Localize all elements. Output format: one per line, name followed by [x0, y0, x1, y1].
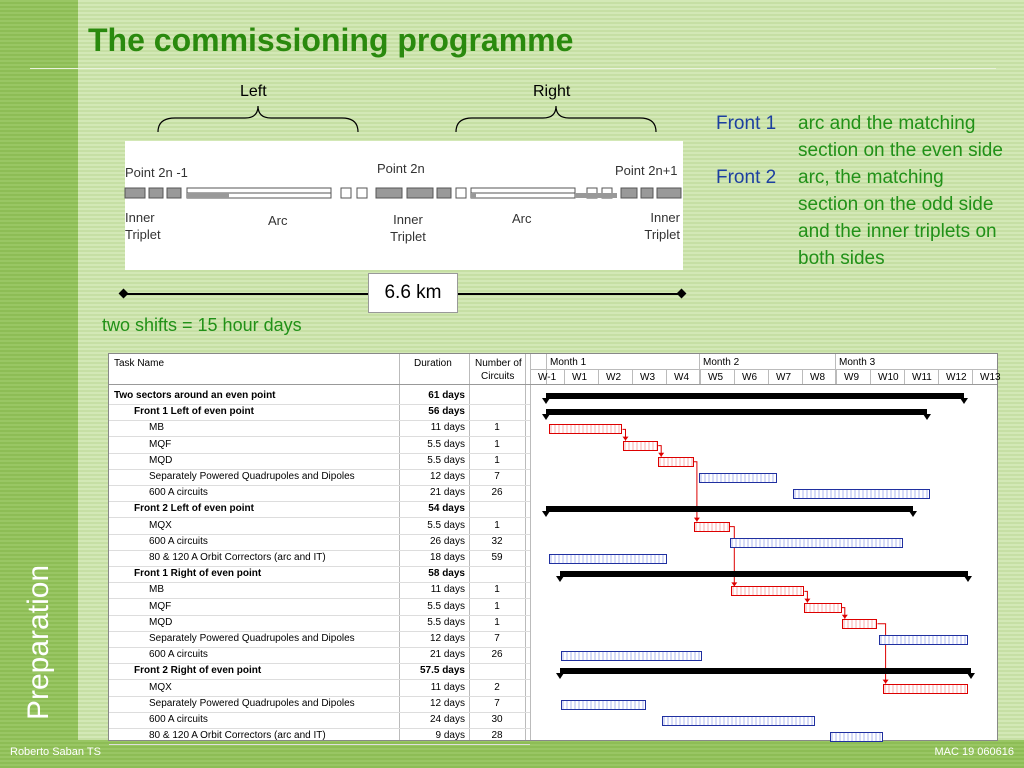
column-divider: [525, 354, 526, 740]
gantt-task-bar: [879, 635, 967, 645]
week-label: W11: [912, 372, 932, 383]
task-circuits: 1: [494, 422, 500, 434]
task-circuits: 1: [494, 454, 500, 466]
brace-left-label: Left: [240, 83, 267, 100]
task-name: MB: [149, 422, 164, 434]
inner-triplet-label-3: Inner Triplet: [644, 210, 680, 242]
task-duration: 12 days: [429, 633, 465, 644]
row-divider: [109, 696, 530, 697]
task-name: MQF: [149, 438, 172, 450]
row-divider: [109, 679, 530, 680]
page-title: The commissioning programme: [88, 22, 574, 58]
row-divider: [109, 631, 530, 632]
week-label: W10: [878, 372, 899, 383]
week-divider: [632, 369, 633, 384]
task-duration: 11 days: [430, 584, 465, 596]
row-divider: [109, 436, 530, 437]
week-divider: [700, 369, 701, 384]
week-label: W9: [844, 372, 859, 383]
task-name: 80 & 120 A Orbit Correctors (arc and IT): [149, 730, 326, 742]
task-duration: 5.5 days: [427, 454, 465, 466]
gantt-task-bar: [694, 522, 730, 532]
gantt-summary-bar: [560, 668, 971, 674]
gantt-chart: [108, 353, 1001, 742]
task-circuits: 26: [491, 649, 503, 661]
column-divider: [399, 354, 400, 740]
task-duration: 57.5 days: [419, 665, 465, 677]
task-circuits: 7: [494, 471, 500, 482]
brace-right-label: Right: [533, 83, 571, 100]
task-duration: 12 days: [429, 697, 465, 709]
week-label: W-1: [538, 372, 557, 383]
row-divider: [109, 501, 530, 502]
task-circuits: 1: [494, 438, 500, 450]
week-label: W4: [674, 372, 689, 383]
task-duration: 61 days: [428, 390, 465, 401]
gantt-summary-bar: [560, 571, 968, 577]
summary-start-marker-icon: [542, 511, 550, 517]
gantt-task-bar: [804, 603, 841, 613]
task-duration: 21 days: [429, 487, 465, 499]
task-duration: 5.5 days: [427, 600, 465, 612]
summary-start-marker-icon: [542, 414, 550, 420]
task-name: Front 1 Left of even point: [134, 406, 254, 418]
column-divider: [469, 354, 470, 740]
task-name: MQD: [149, 454, 173, 466]
week-divider: [836, 369, 837, 384]
gantt-task-bar: [658, 457, 694, 467]
front-definitions: [716, 110, 1006, 272]
task-circuits: 1: [494, 519, 500, 531]
definition-text: arc and the matching section on the even side: [798, 113, 1003, 161]
task-name: MQD: [149, 616, 173, 628]
week-divider: [938, 369, 939, 384]
task-duration: 21 days: [429, 649, 465, 661]
row-divider: [109, 663, 530, 664]
task-circuits: 26: [491, 487, 503, 499]
gantt-task-bar: [883, 684, 968, 694]
sector-diagram: [125, 141, 683, 270]
gantt-task-bar: [623, 441, 659, 451]
task-name: 80 & 120 A Orbit Correctors (arc and IT): [149, 552, 326, 563]
task-duration: 9 days: [435, 730, 465, 742]
task-duration: 5.5 days: [427, 616, 465, 628]
week-label: W13: [980, 372, 1001, 383]
week-label: W8: [810, 372, 825, 383]
header-mid-divider: [530, 369, 997, 370]
right-brace-icon: [456, 106, 656, 132]
task-duration: 11 days: [430, 422, 465, 434]
task-name: MB: [149, 584, 164, 596]
task-duration: 58 days: [428, 568, 465, 580]
month-label: Month 3: [839, 357, 876, 368]
row-divider: [109, 728, 530, 729]
week-divider: [734, 369, 735, 384]
week-divider: [564, 369, 565, 384]
point-label-1: Point 2n -1: [125, 165, 188, 180]
week-divider: [530, 369, 531, 384]
length-end-dot-icon: [677, 289, 687, 299]
task-circuits: 2: [494, 681, 500, 693]
task-duration: 24 days: [429, 714, 465, 725]
task-duration: 5.5 days: [427, 438, 465, 450]
summary-start-marker-icon: [556, 673, 564, 679]
gantt-task-bar: [549, 554, 666, 564]
point-label-2: Point 2n: [377, 161, 425, 176]
inner-triplet-label-2: Inner Triplet: [390, 212, 426, 244]
footer-meeting: MAC 19 060616: [934, 746, 1014, 758]
gantt-task-bar: [561, 651, 702, 661]
definition-front-1: [716, 110, 1006, 164]
gantt-task-bar: [662, 716, 815, 726]
summary-end-marker-icon: [964, 576, 972, 582]
point-label-3: Point 2n+1: [615, 163, 678, 178]
task-name: 600 A circuits: [149, 649, 208, 661]
row-divider: [109, 485, 530, 486]
task-name: MQX: [149, 519, 172, 531]
week-divider: [802, 369, 803, 384]
magnet-layout: [125, 141, 683, 270]
week-label: W1: [572, 372, 587, 383]
task-circuits: 7: [494, 633, 500, 644]
row-divider: [109, 712, 530, 713]
row-divider: [109, 453, 530, 454]
row-divider: [109, 534, 530, 535]
task-duration: 12 days: [429, 471, 465, 482]
task-name: Separately Powered Quadrupoles and Dipoles: [149, 697, 355, 709]
gantt-summary-bar: [546, 506, 913, 512]
shift-note: two shifts = 15 hour days: [102, 315, 302, 335]
row-divider: [109, 566, 530, 567]
task-name: Front 2 Left of even point: [134, 503, 254, 515]
definition-front-2: [716, 164, 1006, 272]
gantt-task-bar: [561, 700, 646, 710]
month-label: Month 2: [703, 357, 740, 368]
header-duration: Duration: [414, 358, 452, 369]
task-duration: 54 days: [428, 503, 465, 515]
task-duration: 18 days: [429, 552, 465, 563]
week-divider: [666, 369, 667, 384]
dependency-arrow: [730, 527, 735, 587]
row-divider: [109, 647, 530, 648]
task-circuits: 1: [494, 616, 500, 628]
summary-start-marker-icon: [556, 576, 564, 582]
task-name: MQF: [149, 600, 172, 612]
summary-end-marker-icon: [967, 673, 975, 679]
week-label: W3: [640, 372, 655, 383]
task-circuits: 28: [491, 730, 503, 742]
task-name: Separately Powered Quadrupoles and Dipoles: [149, 471, 355, 482]
week-label: W7: [776, 372, 791, 383]
week-divider: [904, 369, 905, 384]
arc-label-1: Arc: [268, 213, 288, 228]
task-name: Two sectors around an even point: [114, 390, 276, 401]
side-label: Preparation: [22, 564, 55, 720]
gantt-task-bar: [842, 619, 878, 629]
footer-author: Roberto Saban TS: [10, 746, 101, 758]
task-name: Front 1 Right of even point: [134, 568, 262, 580]
gantt-summary-bar: [546, 409, 927, 415]
column-divider: [530, 354, 531, 740]
row-divider: [109, 550, 530, 551]
gantt-task-bar: [731, 586, 804, 596]
task-circuits: 1: [494, 600, 500, 612]
header-divider: [109, 384, 997, 385]
gantt-task-bar: [699, 473, 777, 483]
week-divider: [598, 369, 599, 384]
definition-text: arc, the matching section on the odd side and the inner triplets on both sides: [798, 167, 997, 269]
summary-end-marker-icon: [960, 398, 968, 404]
gantt-task-bar: [793, 489, 931, 499]
row-divider: [109, 615, 530, 616]
left-brace-icon: [158, 106, 358, 132]
dependency-arrow: [878, 624, 886, 684]
definition-term: Front 2: [716, 167, 777, 188]
task-circuits: 32: [491, 535, 503, 547]
arc-label-2: Arc: [512, 211, 532, 226]
gantt-task-bar: [830, 732, 883, 742]
week-label: W2: [606, 372, 621, 383]
week-divider: [768, 369, 769, 384]
dependency-arrow: [694, 462, 697, 522]
task-name: 600 A circuits: [149, 714, 208, 725]
row-divider: [109, 582, 530, 583]
week-divider: [972, 369, 973, 384]
row-divider: [109, 469, 530, 470]
week-label: W6: [742, 372, 757, 383]
summary-start-marker-icon: [542, 398, 550, 404]
task-circuits: 7: [494, 697, 500, 709]
summary-end-marker-icon: [923, 414, 931, 420]
length-value: 6.6 km: [368, 273, 458, 313]
week-label: W5: [708, 372, 723, 383]
task-name: Front 2 Right of even point: [134, 665, 262, 677]
task-circuits: 30: [491, 714, 503, 725]
inner-triplet-label-1: Inner Triplet: [125, 210, 161, 242]
header-task-name: Task Name: [114, 358, 165, 369]
length-start-dot-icon: [119, 289, 129, 299]
header-circuits-2: Circuits: [481, 371, 515, 382]
row-divider: [109, 420, 530, 421]
gantt-summary-bar: [546, 393, 964, 399]
task-duration: 11 days: [430, 681, 465, 693]
task-duration: 26 days: [429, 535, 465, 547]
gantt-task-bar: [549, 424, 622, 434]
task-circuits: 59: [491, 552, 503, 563]
row-divider: [109, 744, 530, 745]
week-divider: [870, 369, 871, 384]
row-divider: [109, 404, 530, 405]
task-circuits: 1: [494, 584, 500, 596]
task-name: 600 A circuits: [149, 487, 208, 499]
summary-end-marker-icon: [909, 511, 917, 517]
month-label: Month 1: [550, 357, 587, 368]
week-label: W12: [946, 372, 967, 383]
task-duration: 5.5 days: [427, 519, 465, 531]
task-name: 600 A circuits: [149, 535, 208, 547]
row-divider: [109, 598, 530, 599]
definition-term: Front 1: [716, 113, 777, 134]
gantt-task-bar: [730, 538, 903, 548]
task-name: MQX: [149, 681, 172, 693]
header-circuits-1: Number of: [475, 358, 522, 369]
task-duration: 56 days: [428, 406, 465, 418]
task-name: Separately Powered Quadrupoles and Dipoles: [149, 633, 355, 644]
row-divider: [109, 517, 530, 518]
